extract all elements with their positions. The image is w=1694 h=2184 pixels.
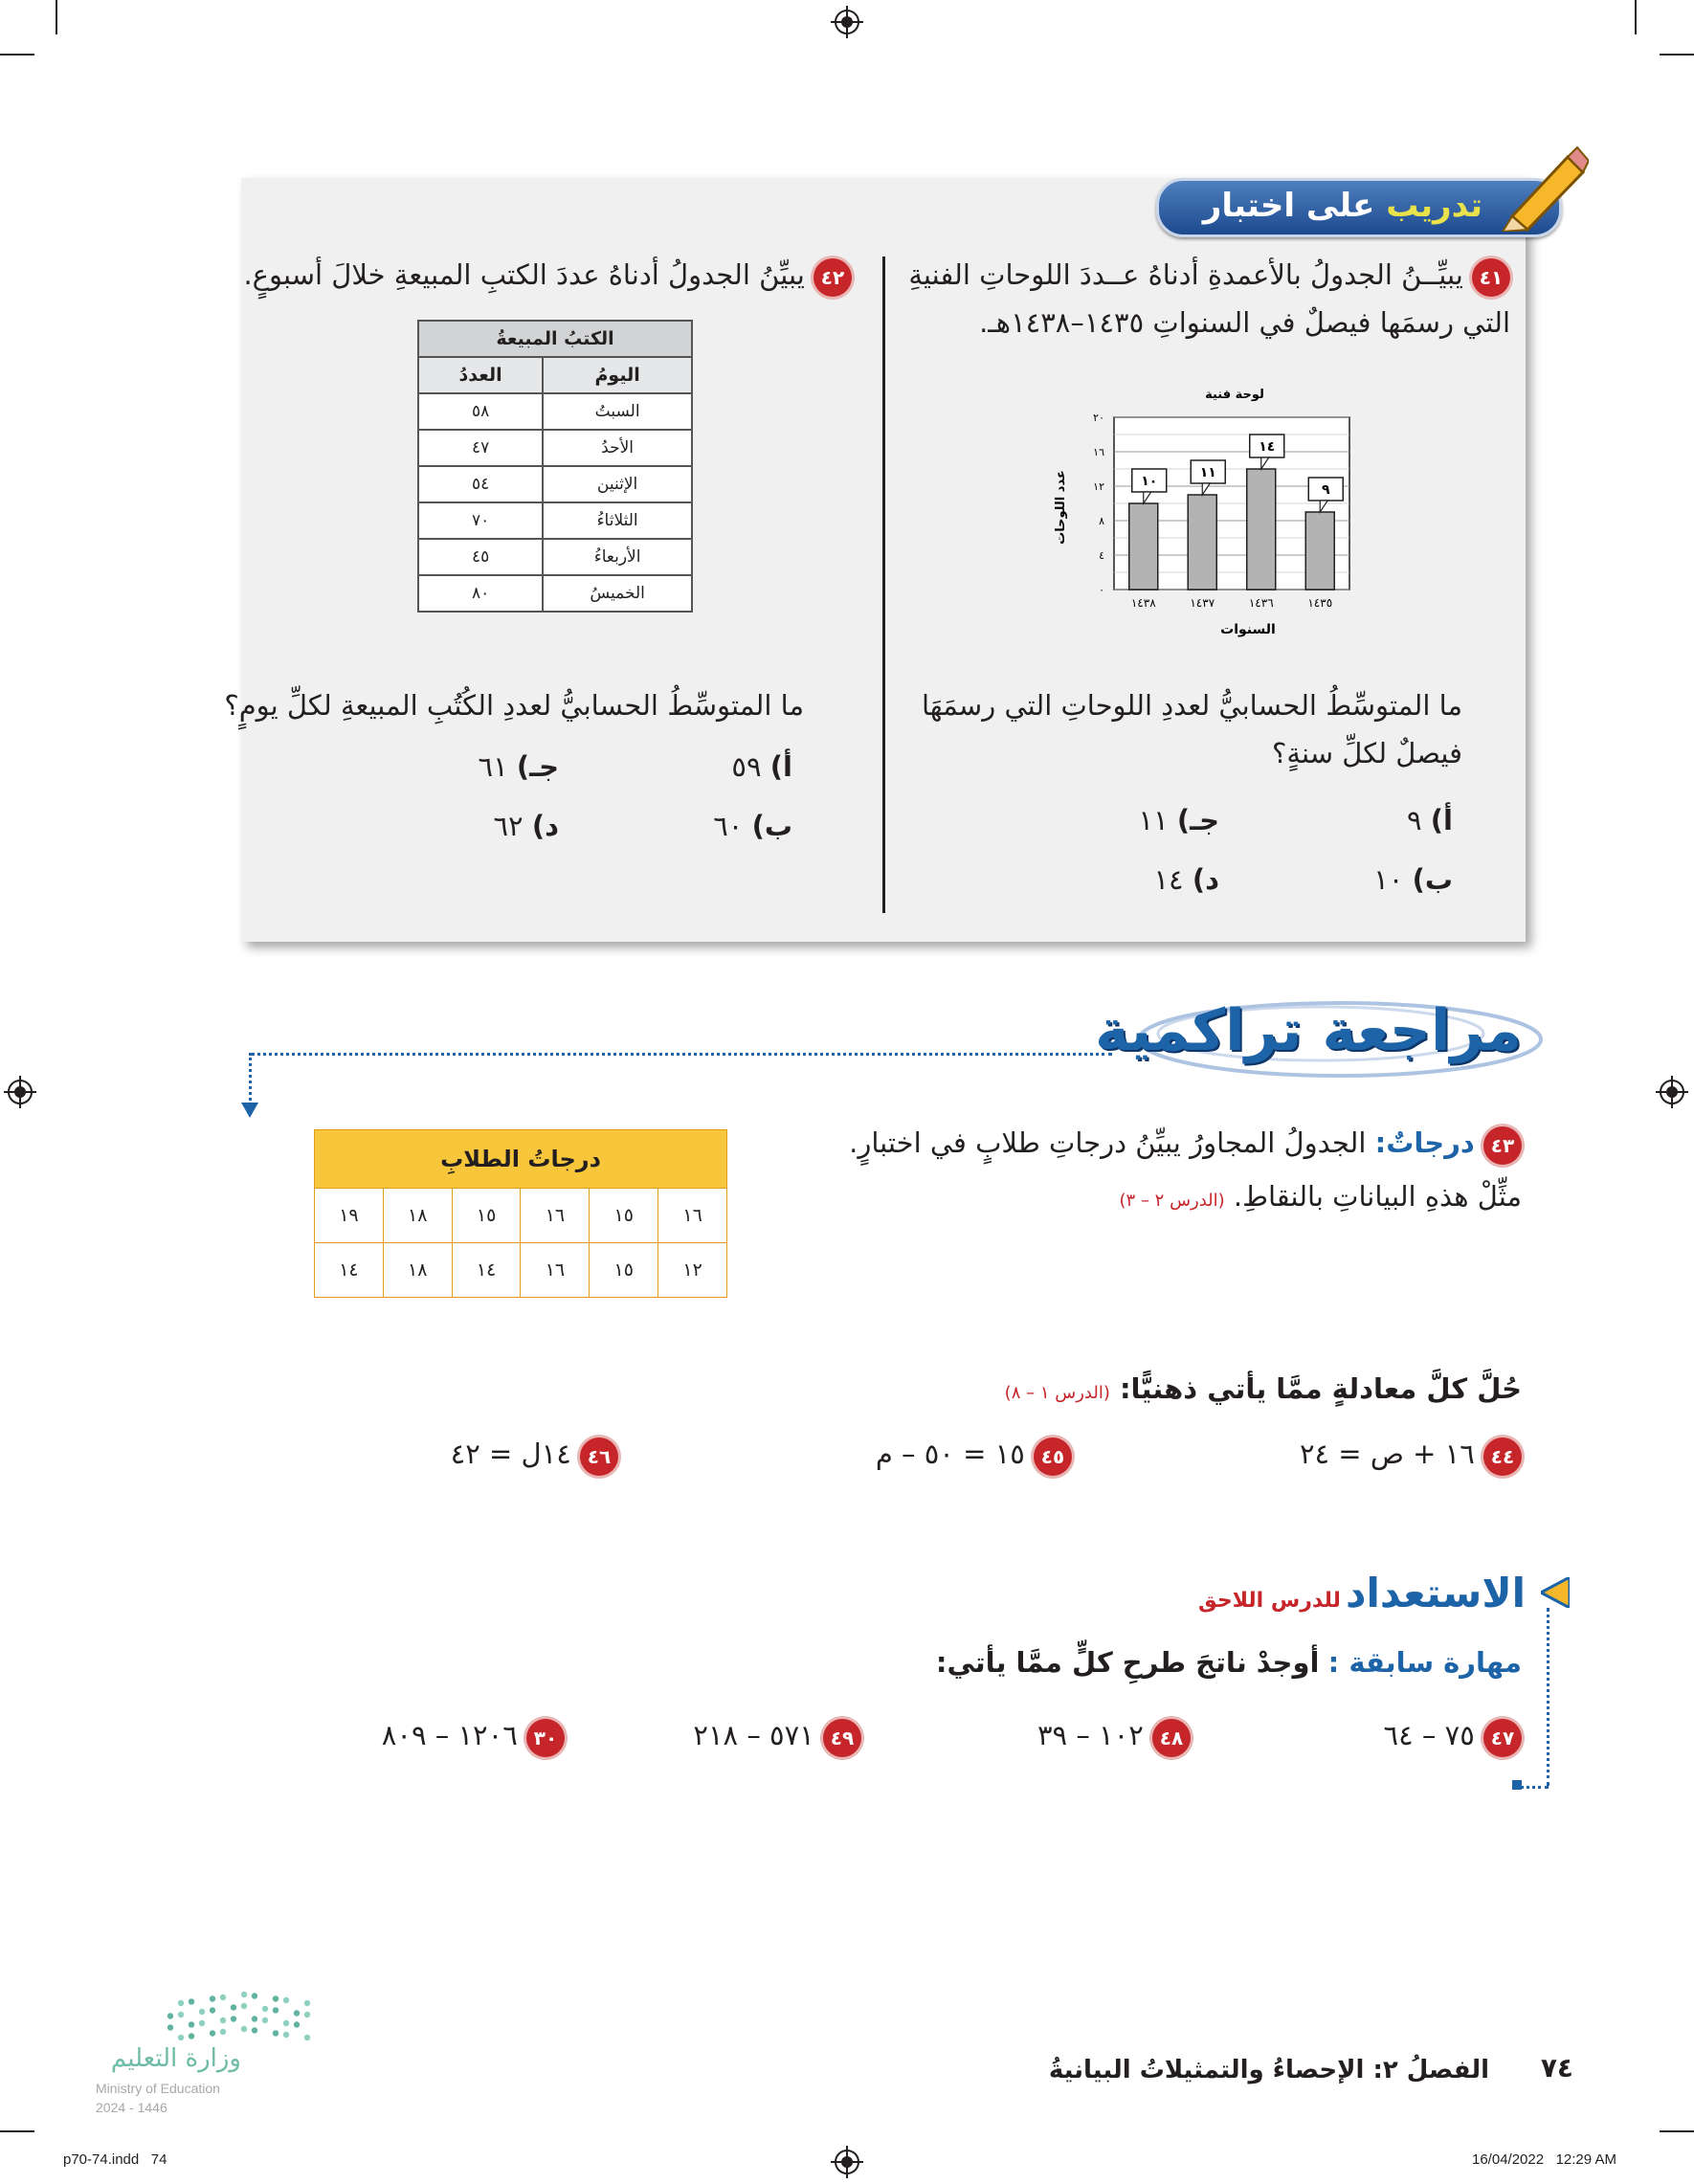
question-text: التي رسمَها فيصلٌ في السنواتِ ١٤٣٥–١٤٣٨هـ. <box>979 306 1510 339</box>
question-41-prompt <box>869 681 1462 777</box>
logo-dot <box>220 2029 226 2035</box>
logo-dot <box>210 2030 215 2036</box>
equation-text: ١٤ل = ٤٢ <box>450 1437 571 1470</box>
solve-instruction <box>660 1365 1522 1417</box>
review-dotted-line <box>251 1053 1112 1056</box>
logo-dot <box>189 2033 194 2039</box>
registration-mark-icon <box>831 6 863 38</box>
option-b[interactable] <box>713 810 792 842</box>
exercise-text: ١٢٠٦ – ٨٠٩ <box>381 1719 518 1751</box>
option-value: ٦٠ <box>713 810 744 842</box>
question-number: ٤٦ <box>580 1437 618 1476</box>
question-number: ٤٤ <box>1483 1437 1522 1476</box>
arrow-down-icon <box>241 1103 258 1118</box>
equation-text: ١٥ = ٥٠ – م <box>875 1437 1025 1470</box>
option-d[interactable] <box>1153 863 1219 896</box>
equation-46 <box>451 1430 618 1478</box>
exercise-text: ٥٧١ – ٢١٨ <box>693 1719 814 1751</box>
question-number: ٤١ <box>1472 258 1510 297</box>
data-label: ١٤ <box>1259 439 1276 455</box>
option-value: ١١ <box>1138 804 1169 836</box>
logo-dot <box>189 1998 194 2004</box>
chart-title: لوحة فنية <box>1205 388 1264 402</box>
question-number: ٤٣ <box>1483 1126 1522 1165</box>
logo-dot <box>220 2017 226 2023</box>
table-row: الخميسُ ٨٠ <box>418 575 692 612</box>
y-tick-label: ٠ <box>1099 584 1104 596</box>
ministry-name-ar: وزارة التعليم <box>110 2044 241 2073</box>
option-value: ٦١ <box>478 750 508 783</box>
bar <box>1129 503 1158 590</box>
option-value: ٩ <box>1407 804 1422 836</box>
logo-dot <box>252 2027 257 2033</box>
option-letter: جـ) <box>516 750 559 783</box>
registration-mark-icon <box>1656 1076 1688 1108</box>
option-b[interactable] <box>1373 863 1453 896</box>
question-prompt-line: ما المتوسِّطُ الحسابيُّ لعددِ اللوحاتِ التي رسمَهَا <box>921 689 1462 722</box>
option-c[interactable] <box>479 750 559 783</box>
lesson-reference: (الدرس ١ – ٨) <box>1004 1383 1110 1403</box>
logo-dot <box>283 2020 289 2026</box>
logo-dot <box>304 2000 310 2006</box>
data-label: ٩ <box>1321 482 1330 498</box>
review-title: مراجعة تراكمية <box>1095 997 1522 1064</box>
data-label: ١١ <box>1199 465 1216 480</box>
chart-x-label: السنوات <box>1220 622 1276 637</box>
question-text: يبيِّنُ الجدولُ أدناهُ عددَ الكتبِ المبيعةِ خلالَ أسبوعٍ. <box>243 258 805 291</box>
logo-dot <box>241 1992 247 1997</box>
option-a[interactable] <box>731 750 792 783</box>
exercise-47 <box>1384 1711 1522 1759</box>
logo-dot <box>178 2035 184 2040</box>
option-c[interactable] <box>1139 804 1219 836</box>
student-grades-table <box>314 1129 727 1298</box>
logo-dot <box>273 2007 279 2013</box>
logo-dot <box>199 2020 205 2026</box>
equation-45 <box>876 1430 1072 1478</box>
table-row: الإثنين ٥٤ <box>418 466 692 502</box>
bar <box>1188 495 1216 590</box>
registration-mark-icon <box>4 1076 36 1108</box>
data-label: ١٠ <box>1141 474 1158 489</box>
y-tick-label: ٤ <box>1099 549 1104 562</box>
logo-dot <box>210 1995 215 2001</box>
x-tick-label: ١٤٣٦ <box>1248 596 1274 610</box>
skill-label: مهارة سابقة : <box>1327 1646 1522 1679</box>
logo-dot <box>189 2021 194 2027</box>
option-letter: ب) <box>751 810 792 842</box>
readiness-heading <box>1198 1570 1526 1616</box>
instruction-text: حُلَّ كلَّ معادلةٍ ممَّا يأتي ذهنيًّا: <box>1119 1372 1522 1405</box>
option-letter: أ) <box>769 750 792 783</box>
end-square-icon <box>1512 1780 1522 1790</box>
option-letter: د) <box>531 810 559 842</box>
table-row: الأربعاءُ ٤٥ <box>418 539 692 575</box>
option-value: ٥٩ <box>731 750 762 783</box>
logo-dot <box>178 2012 184 2017</box>
logo-dot <box>283 1997 289 2003</box>
table-row: ١٩ ١٨ ١٥ ١٦ ١٥ ١٦ <box>315 1189 727 1243</box>
bar <box>1247 469 1276 590</box>
exercise-text: ١٠٢ – ٣٩ <box>1036 1719 1144 1751</box>
logo-dot <box>252 2016 257 2021</box>
option-d[interactable] <box>493 810 559 842</box>
option-value: ٦٢ <box>493 810 524 842</box>
logo-dot <box>294 2021 300 2027</box>
table-row: الأحدُ ٤٧ <box>418 430 692 466</box>
logo-dot <box>304 2035 310 2040</box>
readiness-title: الاستعداد <box>1345 1570 1526 1616</box>
option-letter: جـ) <box>1176 804 1219 836</box>
equation-text: ١٦ + ص = ٢٤ <box>1299 1437 1475 1470</box>
logo-dot <box>210 2007 215 2013</box>
option-value: ١٤ <box>1153 863 1184 896</box>
review-dotted-line <box>249 1053 252 1106</box>
table-row: ١٤ ١٨ ١٤ ١٦ ١٥ ١٢ <box>315 1243 727 1298</box>
question-number: ٤٨ <box>1152 1719 1191 1757</box>
question-prompt-line: فيصلٌ لكلِّ سنةٍ؟ <box>1272 737 1462 769</box>
chart-y-label: عدد اللوحات <box>1054 470 1068 545</box>
option-letter: د) <box>1192 863 1219 896</box>
x-tick-label: ١٤٣٨ <box>1130 596 1156 610</box>
exercise-48 <box>1037 1711 1191 1759</box>
logo-dot <box>241 2026 247 2032</box>
logo-dot <box>231 2004 236 2010</box>
question-number: ٤٥ <box>1034 1437 1072 1476</box>
logo-dot <box>273 2030 279 2036</box>
table-row: الثلاثاءُ ٧٠ <box>418 502 692 539</box>
question-text: مثِّلْ هذهِ البياناتِ بالنقاطِ. <box>1233 1180 1522 1213</box>
triangle-marker-icon <box>1541 1577 1570 1608</box>
table-title: درجاتُ الطلابِ <box>315 1130 727 1189</box>
ministry-logo-icon <box>165 1987 314 2040</box>
equation-44 <box>1300 1430 1522 1478</box>
readiness-dotted-line <box>1547 1608 1549 1786</box>
logo-dot <box>252 1993 257 1998</box>
prior-skill <box>660 1638 1522 1686</box>
y-tick-label: ٢٠ <box>1093 412 1104 424</box>
y-tick-label: ١٦ <box>1093 446 1104 458</box>
x-tick-label: ١٤٣٥ <box>1307 596 1333 610</box>
logo-dot <box>178 2000 184 2006</box>
logo-dot <box>294 2010 300 2016</box>
chapter-title: الفصلُ ٢: الإحصاءُ والتمثيلاتُ البيانيةُ <box>1048 2056 1489 2084</box>
readiness-subtitle: للدرس اللاحق <box>1198 1589 1341 1613</box>
logo-dot <box>220 1995 226 2000</box>
logo-dot <box>283 2032 289 2038</box>
ministry-name-en: Ministry of Education <box>96 2081 220 2096</box>
question-42 <box>239 251 852 299</box>
column-header-count: العددُ <box>418 357 543 393</box>
question-text: يبيِّــنُ الجدولُ بالأعمدةِ أدناهُ عــددَ اللوحاتِ الفنيةِ <box>908 258 1463 291</box>
pencil-icon <box>1493 140 1589 232</box>
option-a[interactable] <box>1407 804 1453 836</box>
question-label: درجاتٌ: <box>1374 1126 1475 1159</box>
paintings-bar-chart <box>1034 373 1397 651</box>
skill-text: أوجدْ ناتجَ طرحِ كلٍّ ممَّا يأتي: <box>935 1646 1320 1679</box>
logo-dot <box>304 2012 310 2017</box>
question-43 <box>775 1116 1522 1228</box>
exercise-50 <box>382 1711 565 1759</box>
edition-year: 2024 - 1446 <box>96 2100 167 2115</box>
question-42-prompt: ما المتوسِّطُ الحسابيُّ لعددِ الكُتُبِ المبيعةِ لكلِّ يومٍ؟ <box>224 689 804 722</box>
logo-dot <box>231 2016 236 2021</box>
column-header-day: اليومُ <box>543 357 692 393</box>
lesson-reference: (الدرس ٢ – ٣) <box>1119 1191 1225 1211</box>
print-date: 16/04/2022 12:29 AM <box>1472 2151 1616 2168</box>
logo-dot <box>167 2013 173 2018</box>
logo-dot <box>273 1995 279 2001</box>
file-name: p70-74.indd 74 <box>63 2151 167 2168</box>
question-41 <box>879 251 1510 346</box>
y-tick-label: ١٢ <box>1093 480 1104 493</box>
table-row: السبتُ ٥٨ <box>418 393 692 430</box>
banner-word-2: على اختبار <box>1202 187 1375 225</box>
option-letter: ب) <box>1412 863 1453 896</box>
option-value: ١٠ <box>1373 863 1404 896</box>
logo-dot <box>167 2024 173 2030</box>
bar <box>1305 512 1334 590</box>
books-sold-table <box>417 320 693 613</box>
table-title: الكتبُ المبيعةُ <box>418 321 692 357</box>
banner-word-1: تدريب <box>1386 187 1482 225</box>
option-letter: أ) <box>1430 804 1453 836</box>
logo-dot <box>262 2006 268 2012</box>
question-number: ٤٢ <box>814 258 852 297</box>
exercise-49 <box>693 1711 861 1759</box>
question-number: ٤٧ <box>1483 1719 1522 1757</box>
page-number: ٧٤ <box>1540 2052 1573 2084</box>
question-text: الجدولُ المجاورُ يبيِّنُ درجاتِ طلابٍ في اختبارٍ. <box>849 1126 1367 1159</box>
column-divider <box>882 256 885 913</box>
question-number: ٣٠ <box>526 1719 565 1757</box>
logo-dot <box>199 2009 205 2015</box>
y-tick-label: ٨ <box>1099 515 1104 527</box>
logo-dot <box>262 2017 268 2023</box>
logo-dot <box>241 2003 247 2009</box>
exercise-text: ٧٥ – ٦٤ <box>1383 1719 1475 1751</box>
x-tick-label: ١٤٣٧ <box>1190 596 1215 610</box>
registration-mark-icon <box>831 2146 863 2178</box>
question-number: ٤٩ <box>823 1719 861 1757</box>
readiness-dotted-line <box>1520 1786 1549 1789</box>
